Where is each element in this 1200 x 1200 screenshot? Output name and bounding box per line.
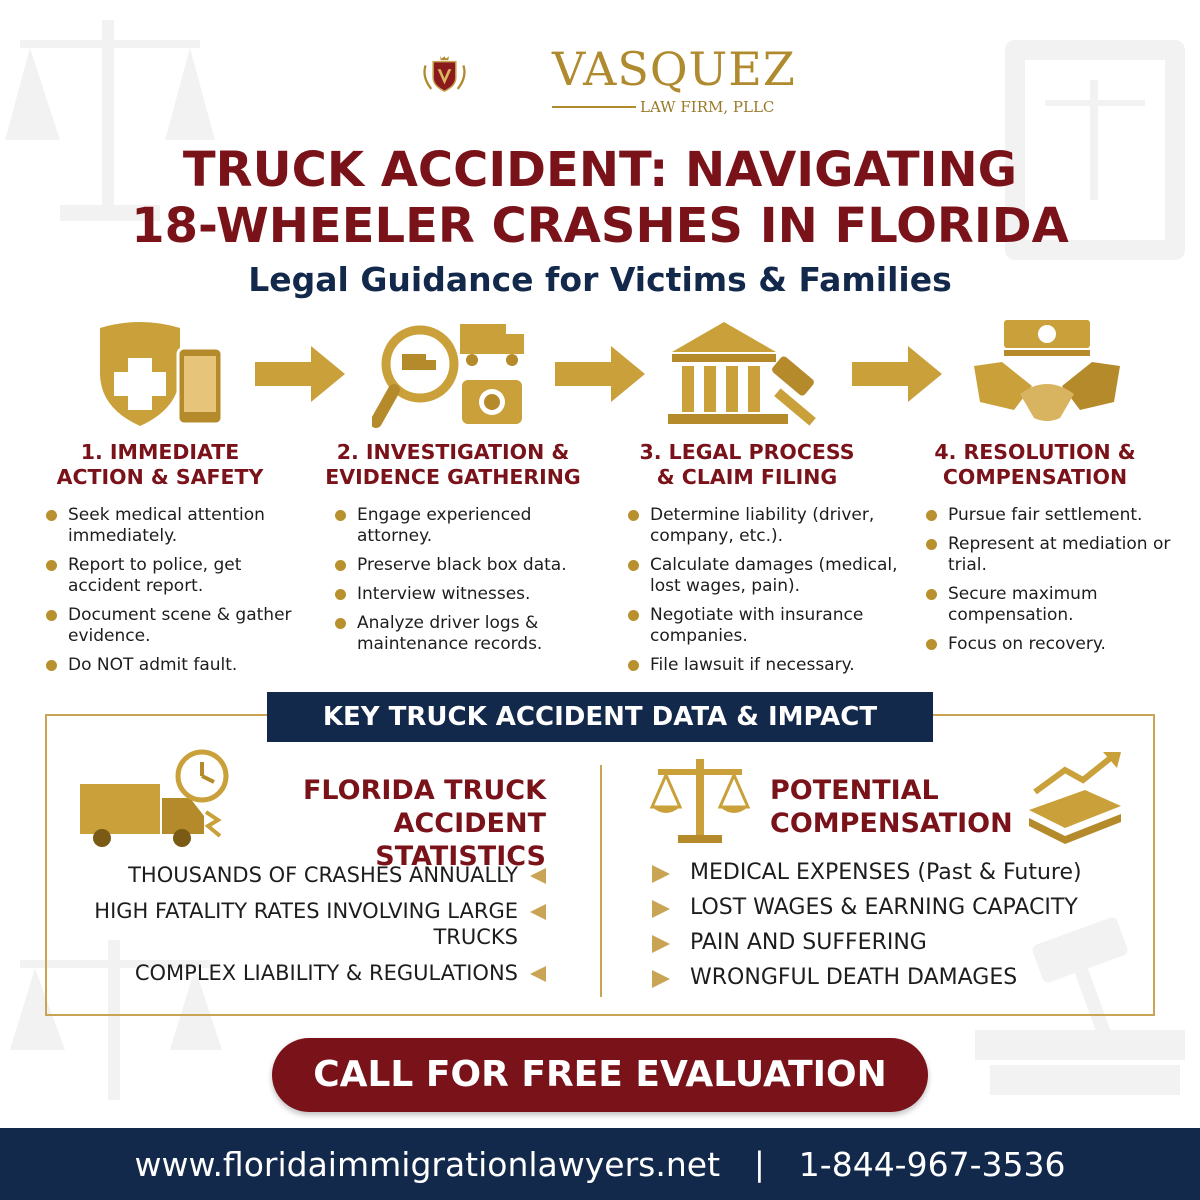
key-data-divider [600, 765, 602, 997]
list-item: Report to police, get accident report. [44, 555, 294, 597]
list-item: LOST WAGES & EARNING CAPACITY [652, 895, 1132, 921]
website-link[interactable]: www.floridaimmigrationlawyers.net [134, 1144, 721, 1184]
list-item: Analyze driver logs & maintenance records. [333, 613, 593, 655]
brand-subtitle: LAW FIRM, PLLC [640, 98, 775, 116]
step-4-bullets [924, 505, 1179, 663]
list-item: Document scene & gather evidence. [44, 605, 294, 647]
magnifier-truck-camera-icon [372, 318, 532, 428]
brand-name: VASQUEZ [552, 42, 796, 96]
list-item: Determine liability (driver, company, etc.). [626, 505, 911, 547]
courthouse-gavel-icon [668, 318, 833, 428]
list-item: COMPLEX LIABILITY & REGULATIONS [70, 960, 550, 986]
step-2-bullets [333, 505, 593, 663]
money-growth-icon [1025, 750, 1125, 845]
footer-bar [0, 1128, 1200, 1200]
statistics-list [70, 862, 550, 996]
compensation-panel-title: POTENTIAL COMPENSATION [770, 775, 1013, 839]
list-item: Seek medical attention immediately. [44, 505, 294, 547]
list-item: Interview witnesses. [333, 584, 593, 605]
list-item: HIGH FATALITY RATES INVOLVING LARGE TRUCKS [70, 898, 550, 950]
shield-phone-icon [90, 318, 240, 428]
list-item: Pursue fair settlement. [924, 505, 1179, 526]
title-line-1: TRUCK ACCIDENT: NAVIGATING [182, 142, 1018, 198]
step-2-title: 2. INVESTIGATION & EVIDENCE GATHERING [325, 440, 581, 489]
compensation-list [652, 860, 1132, 1000]
list-item: MEDICAL EXPENSES (Past & Future) [652, 860, 1132, 886]
step-3-bullets [626, 505, 911, 684]
subtitle: Legal Guidance for Victims & Families [248, 260, 952, 299]
phone-number[interactable]: 1-844-967-3536 [798, 1144, 1066, 1184]
list-item: Engage experienced attorney. [333, 505, 593, 547]
call-for-evaluation-button[interactable]: CALL FOR FREE EVALUATION [272, 1038, 928, 1112]
brand-divider [552, 106, 636, 108]
firm-logo [418, 18, 558, 128]
list-item: Represent at mediation or trial. [924, 534, 1179, 576]
list-item: Negotiate with insurance companies. [626, 605, 911, 647]
list-item: Secure maximum compensation. [924, 584, 1179, 626]
list-item: Focus on recovery. [924, 634, 1179, 655]
title-line-2: 18-WHEELER CRASHES IN FLORIDA [131, 198, 1069, 254]
list-item: Preserve black box data. [333, 555, 593, 576]
list-item: PAIN AND SUFFERING [652, 930, 1132, 956]
step-arrow-icon [255, 346, 345, 402]
handshake-money-icon [972, 318, 1122, 428]
step-arrow-icon [852, 346, 942, 402]
list-item: Do NOT admit fault. [44, 655, 294, 676]
truck-clock-icon [78, 748, 238, 848]
step-3-title: 3. LEGAL PROCESS & CLAIM FILING [639, 440, 855, 489]
scales-icon [650, 755, 750, 845]
key-data-header: KEY TRUCK ACCIDENT DATA & IMPACT [267, 692, 933, 742]
step-4-title: 4. RESOLUTION & COMPENSATION [934, 440, 1136, 489]
stats-panel-title: FLORIDA TRUCK ACCIDENT STATISTICS [302, 775, 546, 872]
step-arrow-icon [555, 346, 645, 402]
step-1-bullets [44, 505, 294, 684]
list-item: WRONGFUL DEATH DAMAGES [652, 965, 1132, 991]
list-item: File lawsuit if necessary. [626, 655, 911, 676]
list-item: Calculate damages (medical, lost wages, pain). [626, 555, 911, 597]
footer-separator: | [754, 1145, 765, 1183]
list-item: THOUSANDS OF CRASHES ANNUALLY [70, 862, 550, 888]
step-1-title: 1. IMMEDIATE ACTION & SAFETY [56, 440, 264, 489]
